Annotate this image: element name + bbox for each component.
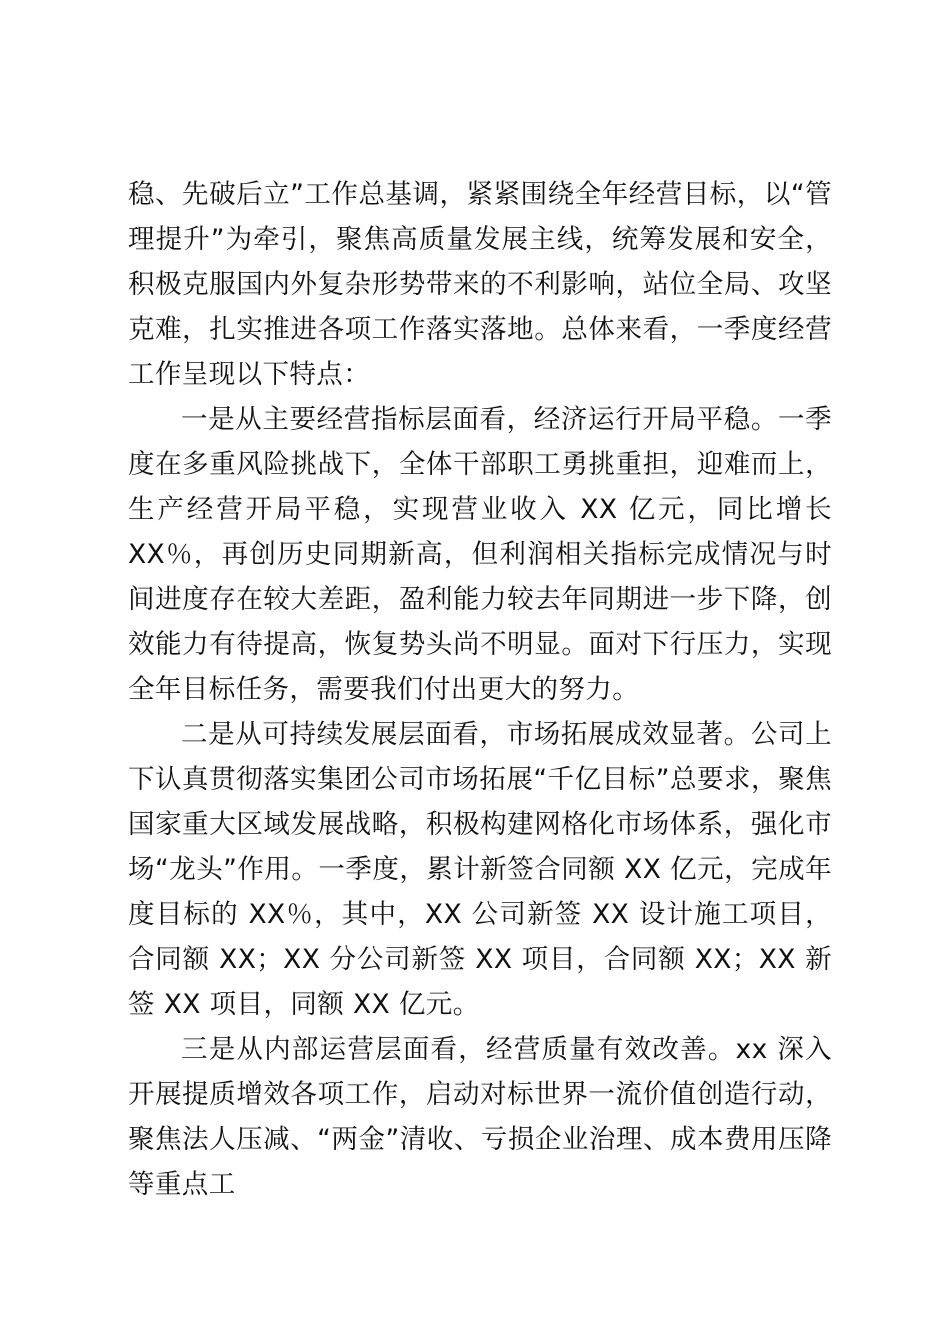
document-body — [128, 172, 832, 1207]
paragraph-market-expansion: 二是从可持续发展层面看，市场拓展成效显著。公司上下认真贯彻落实集团公司市场拓展“千亿目标”总要求，聚焦国家重大区域发展战略，积极构建网格化市场体系，强化市场“龙头”作用。一季度，累计新签合同额 XX 亿元，完成年度目标的 XX％，其中，XX 公司新签 XX 设计施工项目，合同额 XX；XX 分公司新签 XX 项目，合同额 XX；XX 新签 XX 项目，同额 XX 亿元。 — [128, 719, 832, 1020]
paragraph-continuation: 稳、先破后立”工作总基调，紧紧围绕全年经营目标，以“管理提升”为牵引，聚焦高质量发展主线，统筹发展和安全，积极克服国内外复杂形势带来的不利影响，站位全局、攻坚克难，扎实推进各项工作落实落地。总体来看，一季度经营工作呈现以下特点： — [128, 179, 832, 390]
paragraph-internal-operations: 三是从内部运营层面看，经营质量有效改善。xx 深入开展提质增效各项工作，启动对标世界一流价值创造行动，聚焦法人压减、“两金”清收、亏损企业治理、成本费用压降等重点工 — [128, 1034, 832, 1200]
paragraph-operating-indicators: 一是从主要经营指标层面看，经济运行开局平稳。一季度在多重风险挑战下，全体干部职工勇挑重担，迎难而上，生产经营开局平稳，实现营业收入 XX 亿元，同比增长 XX％，再创历史同期新高，但利润相关指标完成情况与时间进度存在较大差距，盈利能力较去年同期进一步下降，创效能力有待提高，恢复势头尚不明显。面对下行压力，实现全年目标任务，需要我们付出更大的努力。 — [128, 404, 832, 705]
